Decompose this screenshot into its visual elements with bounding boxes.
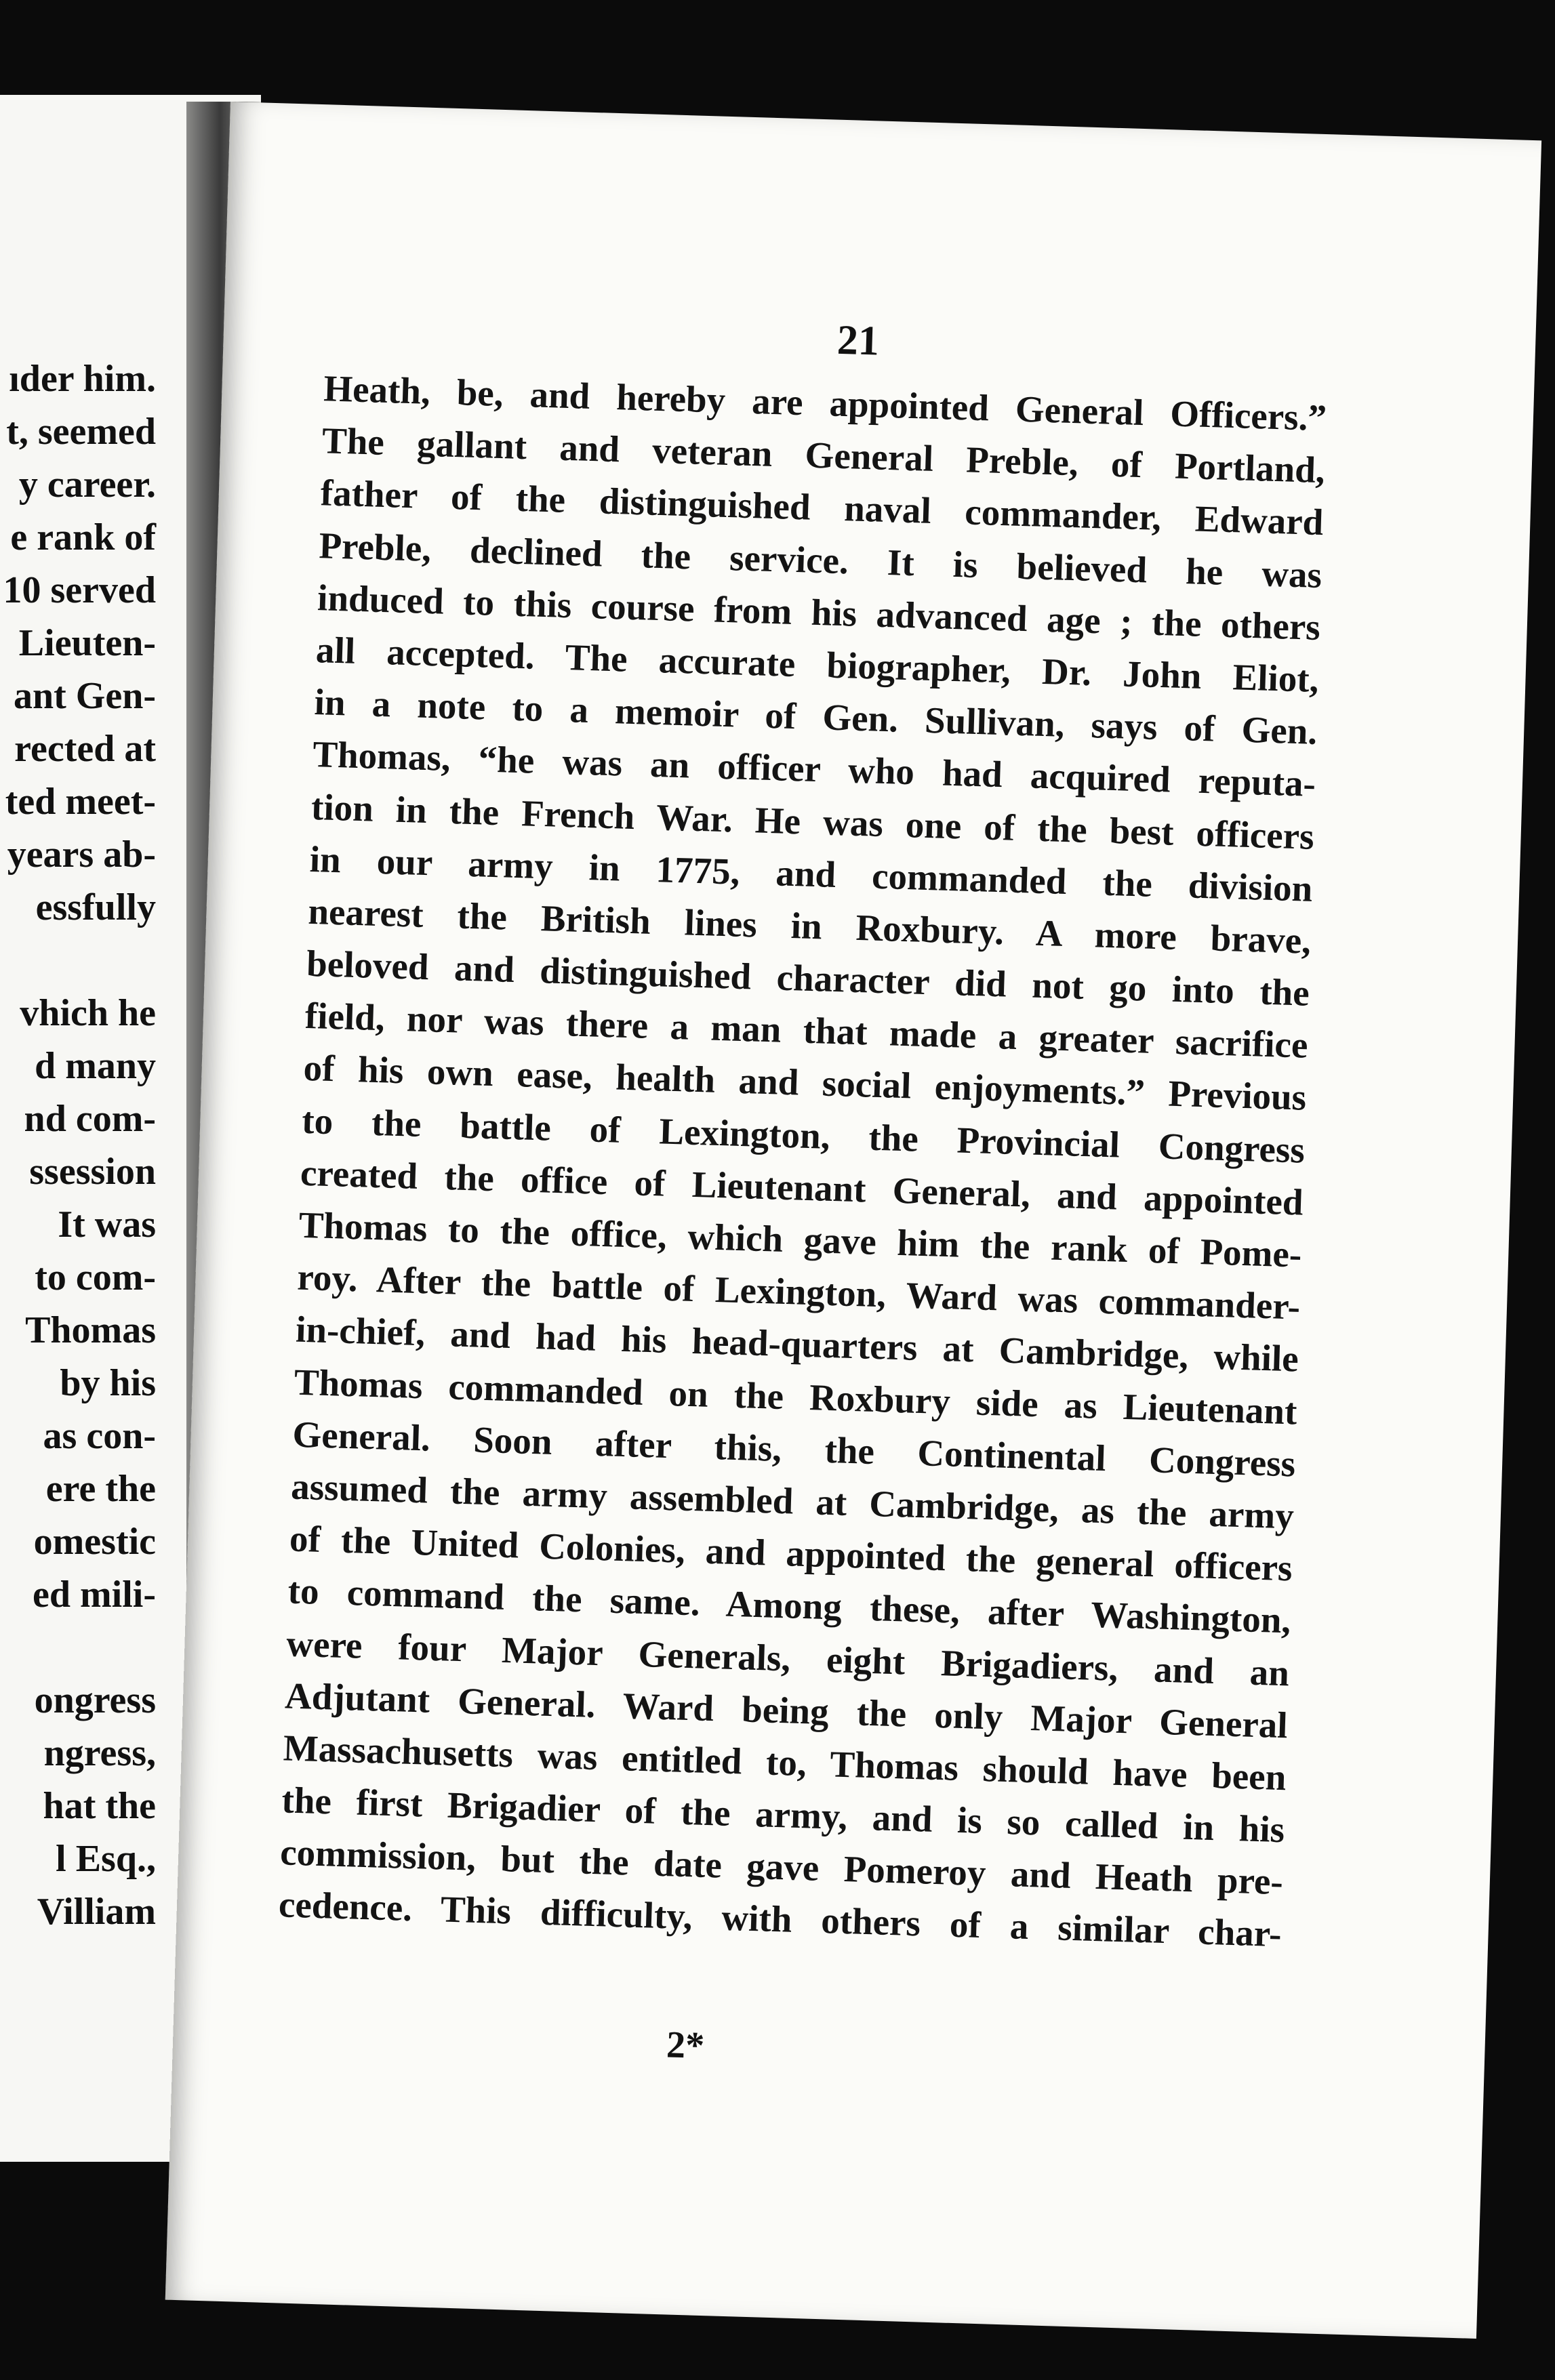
left-page-text	[0, 352, 156, 1938]
text-line: Adjutant General. Ward being the only Major General	[284, 1675, 1289, 1746]
left-text-line: ere the	[45, 1468, 156, 1510]
text-line: Preble, declined the service. It is believed he was	[318, 524, 1322, 596]
left-text-line: Thomas	[25, 1309, 156, 1351]
left-text-line: Villiam	[37, 1891, 156, 1933]
text-line: all accepted. The accurate biographer, Dr. John Eliot,	[315, 629, 1320, 700]
text-line: in a note to a memoir of Gen. Sullivan, says of Gen.	[313, 681, 1318, 753]
text-line: The gallant and veteran General Preble, of Portland,	[321, 419, 1326, 491]
left-text-line: by his	[60, 1362, 156, 1404]
left-text-line: essfully	[35, 886, 156, 928]
body-text	[278, 362, 1327, 1961]
text-line: of his own ease, health and social enjoyments.” Previous	[302, 1047, 1308, 1119]
text-line: assumed the army assembled at Cambridge, as the army	[290, 1465, 1295, 1537]
left-text-line: nd com-	[24, 1098, 156, 1140]
text-line: cedence. This difficulty, with others of a similar char-	[278, 1883, 1283, 1955]
text-line: beloved and distinguished character did not go into the	[306, 942, 1310, 1014]
left-text-line: ant Gen-	[14, 675, 156, 717]
left-text-line: ıder him.	[9, 358, 156, 400]
text-line: created the office of Lieutenant General, and appointed	[300, 1151, 1304, 1223]
left-text-line: ed mili-	[33, 1574, 156, 1616]
text-line: General. Soon after this, the Continental Congress	[291, 1413, 1296, 1485]
left-text-line: t, seemed	[6, 411, 156, 453]
left-text-line	[0, 934, 156, 987]
text-line: commission, but the date gave Pomeroy and Heath pre-	[279, 1831, 1284, 1903]
text-line: Massachusetts was entitled to, Thomas should have been	[283, 1727, 1287, 1799]
left-text-line: ngress,	[43, 1732, 156, 1774]
left-text-line: l Esq.,	[56, 1838, 156, 1880]
text-line: in-chief, and had his head-quarters at Cambridge, while	[295, 1309, 1299, 1380]
text-line: Thomas to the office, which gave him the rank of Pome-	[298, 1204, 1303, 1275]
text-line: to the battle of Lexington, the Provincial Congress	[301, 1099, 1306, 1171]
text-line: in our army in 1775, and commanded the division	[309, 838, 1314, 909]
text-line: field, nor was there a man that made a greater sacrifice	[304, 995, 1309, 1067]
text-line: the first Brigadier of the army, and is so called in his	[281, 1779, 1285, 1851]
text-line: tion in the French War. He was one of the best officers	[310, 785, 1315, 857]
text-line: of the United Colonies, and appointed the general officers	[289, 1517, 1293, 1589]
text-line: roy. After the battle of Lexington, Ward was commander-	[296, 1256, 1301, 1328]
left-text-line: e rank of	[10, 516, 156, 558]
left-text-line: ongress	[34, 1679, 156, 1721]
left-text-line: vhich he	[20, 992, 156, 1034]
page-number: 21	[836, 316, 880, 365]
text-line: Thomas commanded on the Roxbury side as Lieutenant	[294, 1361, 1298, 1433]
left-text-line: years ab-	[7, 834, 156, 876]
left-text-line: y career.	[18, 464, 156, 506]
left-text-line: omestic	[33, 1521, 156, 1563]
text-line: were four Major Generals, eight Brigadiers, and an	[285, 1622, 1290, 1694]
left-text-line	[0, 1621, 156, 1674]
text-line: Thomas, “he was an officer who had acquired reputa-	[312, 733, 1316, 805]
left-text-line: as con-	[43, 1415, 156, 1457]
left-text-line: ssession	[29, 1151, 156, 1193]
text-line: father of the distinguished naval commander, Edward	[320, 472, 1325, 543]
right-page	[165, 102, 1541, 2339]
left-text-line: ted meet-	[5, 781, 156, 823]
left-text-line: It was	[58, 1204, 156, 1246]
text-line: to command the same. Among these, after Washington,	[287, 1569, 1292, 1641]
text-line: induced to this course from his advanced age ; the others	[317, 576, 1321, 648]
left-text-line: hat the	[43, 1785, 156, 1827]
text-line: Heath, be, and hereby are appointed General Officers.”	[323, 367, 1327, 439]
text-line: nearest the British lines in Roxbury. A more brave,	[307, 890, 1312, 962]
signature-mark: 2*	[666, 2024, 706, 2067]
left-text-line: Lieuten-	[18, 622, 156, 664]
left-text-line: to com-	[35, 1256, 156, 1298]
left-text-line: d many	[35, 1045, 156, 1087]
left-text-line: 10 served	[3, 569, 156, 611]
left-text-line: rected at	[14, 728, 156, 770]
